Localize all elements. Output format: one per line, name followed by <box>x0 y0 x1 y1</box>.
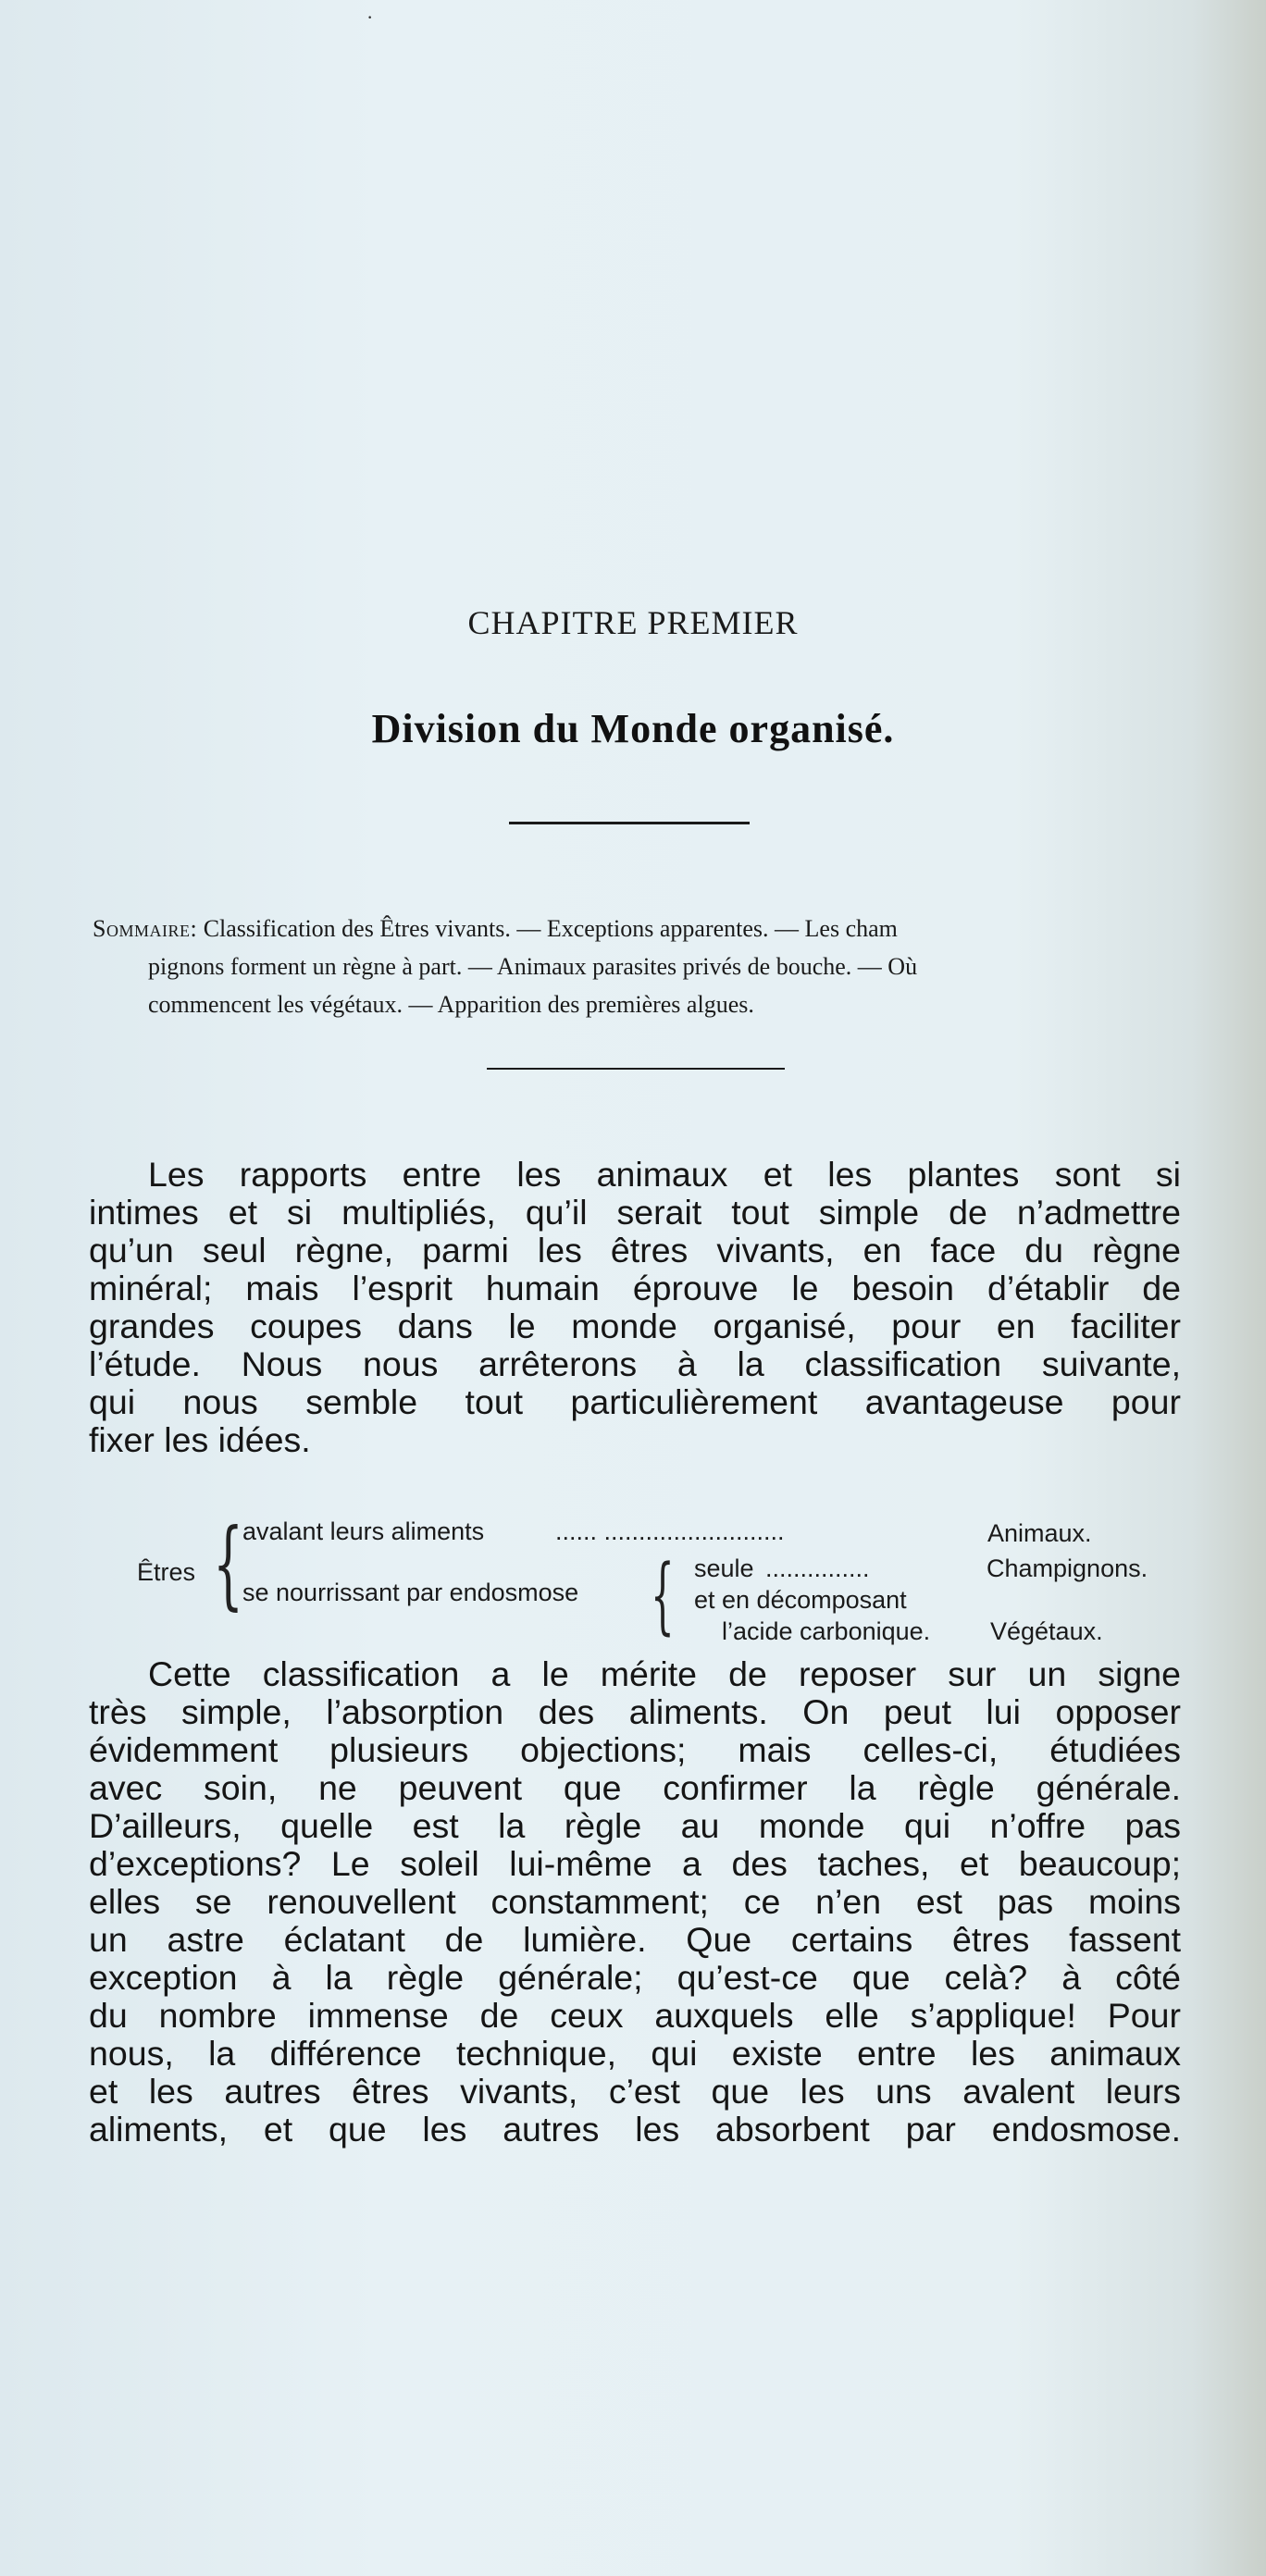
text-line: qu’un seul règne, parmi les êtres vivants, en face du règne <box>89 1231 1181 1269</box>
divider-rule-top <box>509 822 750 824</box>
classification-table <box>0 1506 1266 1654</box>
text-line: très simple, l’absorption des aliments. On peut lui opposer <box>89 1692 1181 1731</box>
chapter-label: CHAPITRE PREMIER <box>467 604 799 641</box>
summary-line: pignons forment un règne à part. — Animaux parasites privés de bouche. — Où <box>148 953 918 980</box>
brace-right-icon: { <box>651 1547 675 1644</box>
text-line: aliments, et que les autres les absorbent par endosmose. <box>89 2110 1181 2149</box>
text-line: intimes et si multipliés, qu’il serait tout simple de n’admettre <box>89 1193 1181 1232</box>
classification-sub-1: seule <box>694 1554 754 1582</box>
text-line: minéral; mais l’esprit humain éprouve le besoin d’établir de <box>89 1269 1181 1307</box>
classification-branch-1: avalant leurs aliments <box>242 1517 485 1545</box>
text-line: évidemment plusieurs objections; mais celles-ci, étudiées <box>89 1730 1181 1769</box>
classification-result-vegetaux: Végétaux. <box>990 1617 1103 1645</box>
summary-text: Classification des Êtres vivants. — Exceptions apparentes. — Les cham <box>203 915 898 942</box>
chapter-title: Division du Monde organisé. <box>371 706 895 751</box>
text-line: elles se renouvellent constamment; ce n’en est pas moins <box>89 1882 1181 1921</box>
classification-branch-2: se nourrissant par endosmose <box>242 1579 579 1606</box>
text-line: fixer les idées. <box>89 1420 311 1459</box>
text-line: et les autres êtres vivants, c’est que les uns avalent leurs <box>89 2072 1181 2111</box>
paragraph-intro <box>89 1156 1181 1459</box>
summary-line: commencent les végétaux. — Apparition des premières algues. <box>148 991 754 1018</box>
classification-leader-1: ...... .......................... <box>555 1517 785 1545</box>
brace-left-icon: { <box>213 1507 244 1620</box>
divider-rule-bottom <box>487 1068 785 1070</box>
text-line: D’ailleurs, quelle est la règle au monde qui n’offre pas <box>89 1806 1181 1845</box>
page-top-mark: · <box>366 6 374 29</box>
text-line: Les rapports entre les animaux et les plantes sont si <box>148 1155 1181 1194</box>
paragraph-discussion <box>89 1655 1181 2149</box>
text-line: un astre éclatant de lumière. Que certains êtres fassent <box>89 1920 1181 1959</box>
classification-root: Êtres <box>137 1558 196 1586</box>
text-line: l’étude. Nous nous arrêterons à la classification suivante, <box>89 1344 1181 1383</box>
text-line: Cette classification a le mérite de reposer sur un signe <box>148 1654 1181 1693</box>
text-line: exception à la règle générale; qu’est-ce que celà? à côté <box>89 1958 1181 1997</box>
classification-sub-2-cont: l’acide carbonique. <box>722 1617 931 1645</box>
summary-line <box>93 910 1185 947</box>
summary-label: Sommaire: <box>93 915 198 942</box>
classification-sub-2: et en décomposant <box>694 1586 907 1614</box>
text-line: grandes coupes dans le monde organisé, pour en faciliter <box>89 1307 1181 1345</box>
classification-leader-2: ............... <box>765 1554 870 1582</box>
classification-result-champignons: Champignons. <box>987 1554 1148 1582</box>
text-line: avec soin, ne peuvent que confirmer la règle générale. <box>89 1768 1181 1807</box>
chapter-summary <box>93 910 1185 1023</box>
text-line: d’exceptions? Le soleil lui-même a des taches, et beaucoup; <box>89 1844 1181 1883</box>
text-line: du nombre immense de ceux auxquels elle s’applique! Pour <box>89 1996 1181 2035</box>
text-line: qui nous semble tout particulièrement avantageuse pour <box>89 1382 1181 1421</box>
text-line: nous, la différence technique, qui existe entre les animaux <box>89 2034 1181 2073</box>
classification-result-animaux: Animaux. <box>987 1519 1092 1547</box>
